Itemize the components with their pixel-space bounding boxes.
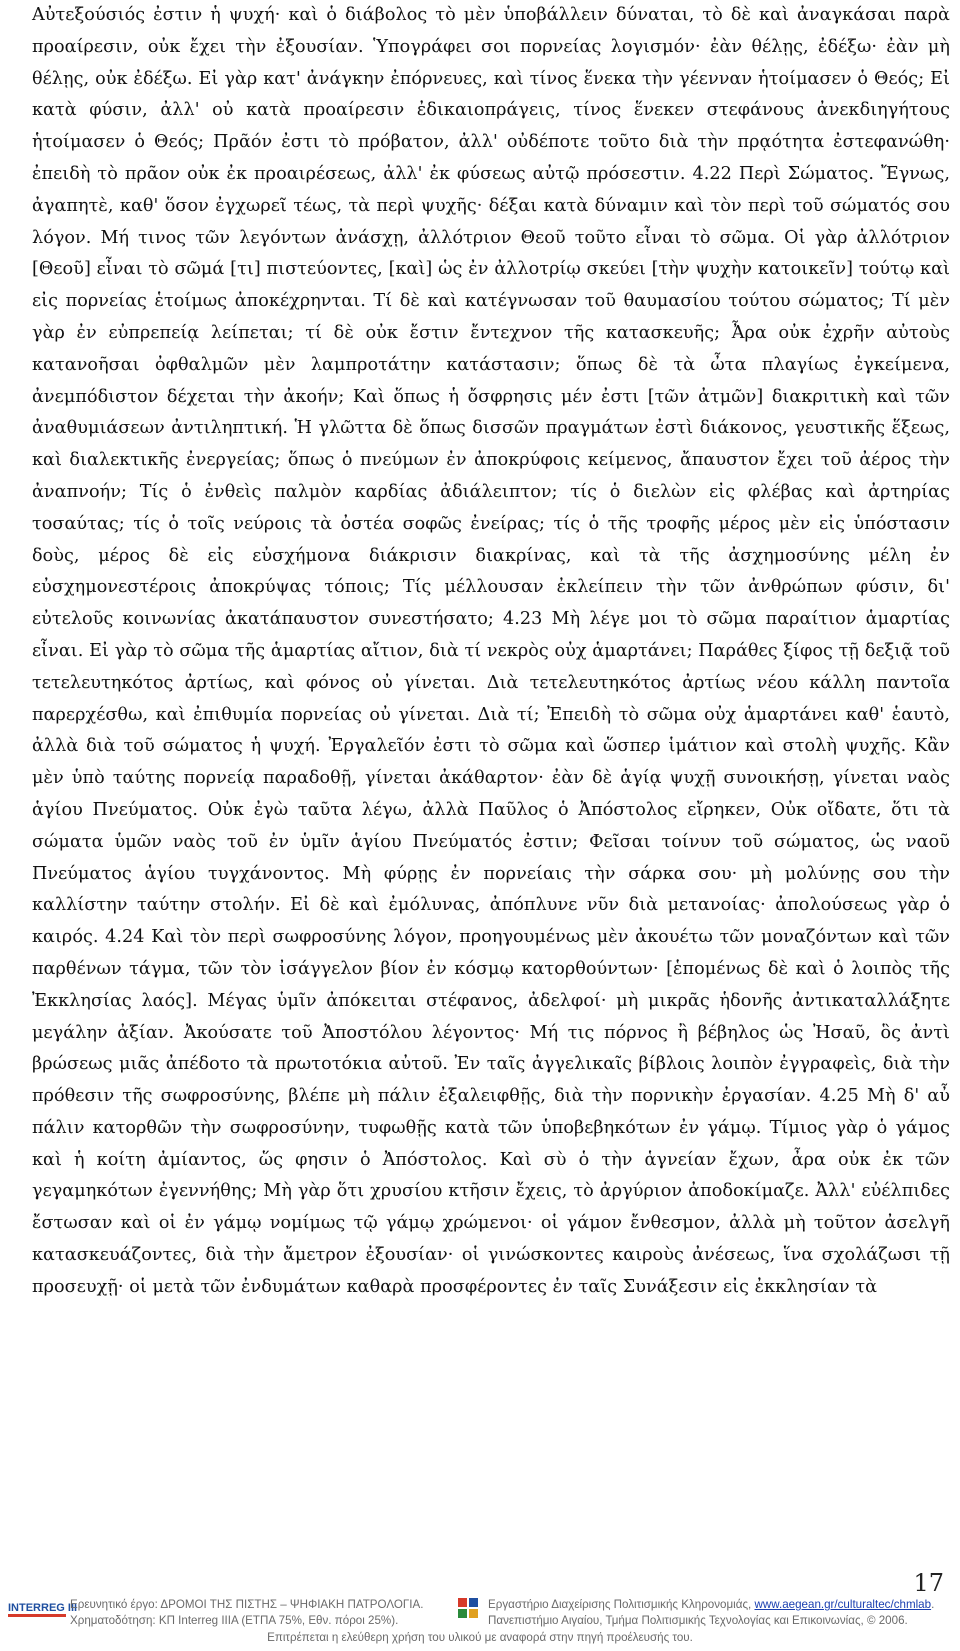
footer-lab-line <box>488 1598 934 1611</box>
footer-lab-link[interactable]: www.aegean.gr/culturaltec/chmlab <box>754 1598 932 1611</box>
footer-lab-text: Εργαστήριο Διαχείρισης Πολιτισμικής Κληρονομιάς, <box>488 1598 755 1611</box>
interreg-logo-text: INTERREG III <box>8 1602 78 1614</box>
body-paragraph: Αὐτεξούσιός ἐστιν ἡ ψυχή· καὶ ὁ διάβολος τὸ μὲν ὑποβάλλειν δύναται, τὸ δὲ καὶ ἀναγκάσαι παρὰ προαίρεσιν, οὐκ ἔχει τὴν ἐξουσίαν. Ὑπογράφει σοι πορνείας λογισμόν· ἐὰν θέλῃς, ἐδέξω· ἐὰν μὴ θέλῃς, οὐκ ἐδέξω. Εἰ γὰρ κατ' ἀνάγκην ἐπόρνευες, καὶ τίνος ἕνεκα τὴν γέενναν ἡτοίμασεν ὁ Θεός; Εἰ κατὰ φύσιν, ἀλλ' οὐ κατὰ προαίρεσιν ἐδικαιοπράγεις, τίνος ἕνεκεν στεφάνους ἀνεκδιηγήτους ἡτοίμασεν ὁ Θεός; Πρᾶόν ἐστι τὸ πρόβατον, ἀλλ' οὐδέποτε τοῦτο διὰ τὴν πρᾳότητα ἐστεφανώθη· ἐπειδὴ τὸ πρᾶον οὐκ ἐκ προαιρέσεως, ἀλλ' ἐκ φύσεως αὐτῷ πρόσεστιν. 4.22 Περὶ Σώματος. Ἔγνως, ἀγαπητὲ, καθ' ὅσον ἐγχωρεῖ τέως, τὰ περὶ ψυχῆς· δέξαι κατὰ δύναμιν καὶ τὸν περὶ τοῦ σώματός σου λόγον. Μή τινος τῶν λεγόντων ἀνάσχῃ, ἀλλότριον Θεοῦ τοῦτο εἶναι τὸ σῶμα. Οἱ γὰρ ἀλλότριον [Θεοῦ] εἶναι τὸ σῶμά [τι] πιστεύοντες, [καὶ] ὡς ἐν ἀλλοτρίῳ σκεύει [τὴν ψυχὴν κατοικεῖν] τούτῳ καὶ εἰς πορνείας ἑτοίμως ἀποκέχρηνται. Τί δὲ καὶ κατέγνωσαν τοῦ θαυμασίου τούτου σώματος; Τί μὲν γὰρ ἐν εὐπρεπείᾳ λείπεται; τί δὲ οὐκ ἔστιν ἔντεχνον τῆς κατασκευῆς; Ἆρα οὐκ ἐχρῆν αὐτοὺς κατανοῆσαι ὀφθαλμῶν μὲν λαμπροτάτην κατάστασιν; ὅπως δὲ τὰ ὦτα πλαγίως ἐγκείμενα, ἀνεμπόδιστον δέχεται τὴν ἀκοήν; Καὶ ὅπως ἡ ὄσφρησις μέν ἐστι [τῶν ἀτμῶν] διακριτικὴ καὶ τῶν ἀναθυμιάσεων ἀντιληπτική. Ἡ γλῶττα δὲ ὅπως δισσῶν πραγμάτων ἐστὶ διάκονος, γευστικῆς ἕξεως, καὶ διαλεκτικῆς ἐνεργείας; ὅπως ὁ πνεύμων ἐν ἀποκρύφοις κείμενος, ἄπαυστον ἔχει τοῦ ἀέρος τὴν ἀναπνοήν; Τίς ὁ ἐνθεὶς παλμὸν καρδίας ἀδιάλειπτον; τίς ὁ διελὼν εἰς φλέβας καὶ ἀρτηρίας τοσαύτας; τίς ὁ τοῖς νεύροις τὰ ὀστέα σοφῶς ἐνείρας; τίς ὁ τῆς τροφῆς μέρος μὲν εἰς ὑπόστασιν δοὺς, μέρος δὲ εἰς εὐσχήμονα διάκρισιν διακρίνας, καὶ τὰ τῆς ἀσχημοσύνης μέλη ἐν εὐσχημονεστέροις ἀποκρύψας τόποις; Τίς μέλλουσαν ἐκλείπειν τὴν τῶν ἀνθρώπων φύσιν, δι' εὐτελοῦς κοινωνίας ἀκατάπαυστον συνεστήσατο; 4.23 Μὴ λέγε μοι τὸ σῶμα παραίτιον ἁμαρτίας εἶναι. Εἰ γὰρ τὸ σῶμα τῆς ἁμαρτίας αἴτιον, διὰ τί νεκρὸς οὐχ ἁμαρτάνει; Παράθες ξίφος τῇ δεξιᾷ τοῦ τετελευτηκότος ἀρτίως, καὶ φόνος οὐ γίνεται. Διὰ τετελευτηκότος ἀρτίως νέου κάλλη παντοῖα παρερχέσθω, καὶ ἐπιθυμία πορνείας οὐ γίνεται. Διὰ τί; Ἐπειδὴ τὸ σῶμα οὐχ ἁμαρτάνει καθ' ἑαυτὸ, ἀλλὰ διὰ τοῦ σώματος ἡ ψυχή. Ἐργαλεῖόν ἐστι τὸ σῶμα καὶ ὥσπερ ἱμάτιον καὶ στολὴ ψυχῆς. Κἂν μὲν ὑπὸ ταύτης πορνείᾳ παραδοθῇ, γίνεται ἀκάθαρτον· ἐὰν δὲ ἁγίᾳ ψυχῇ συνοικήσῃ, γίνεται ναὸς ἁγίου Πνεύματος. Οὐκ ἐγὼ ταῦτα λέγω, ἀλλὰ Παῦλος ὁ Ἀπόστολος εἴρηκεν, Οὐκ οἴδατε, ὅτι τὰ σώματα ὑμῶν ναὸς τοῦ ἐν ὑμῖν ἁγίου Πνεύματός ἐστιν; Φεῖσαι τοίνυν τοῦ σώματος, ὡς ναοῦ Πνεύματος ἁγίου τυγχάνοντος. Μὴ φύρῃς ἐν πορνείαις τὴν σάρκα σου· μὴ μολύνῃς σου τὴν καλλίστην ταύτην στολήν. Εἰ δὲ καὶ ἐμόλυνας, ἀπόπλυνε νῦν διὰ μετανοίας· ἀπολούσεως γὰρ ὁ καιρός. 4.24 Καὶ τὸν περὶ σωφροσύνης λόγον, προηγουμένως μὲν ἀκουέτω τῶν μοναζόντων καὶ τῶν παρθένων τάγμα, τῶν τὸν ἰσάγγελον βίον ἐν κόσμῳ κατορθούντων· [ἑπομένως δὲ καὶ ὁ λοιπὸς τῆς Ἐκκλησίας λαός]. Μέγας ὑμῖν ἀπόκειται στέφανος, ἀδελφοί· μὴ μικρᾶς ἡδονῆς ἀντικαταλλάξητε μεγάλην ἀξίαν. Ἀκούσατε τοῦ Ἀποστόλου λέγοντος· Μή τις πόρνος ἢ βέβηλος ὡς Ἠσαῦ, ὃς ἀντὶ βρώσεως μιᾶς ἀπέδοτο τὰ πρωτοτόκια αὐτοῦ. Ἐν ταῖς ἀγγελικαῖς βίβλοις λοιπὸν ἐγγραφεὶς, διὰ τὴν πρόθεσιν τῆς σωφροσύνης, βλέπε μὴ πάλιν ἐξαλειφθῇς, διὰ τὴν πορνικὴν ἐργασίαν. 4.25 Μὴ δ' αὖ πάλιν κατορθῶν τὴν σωφροσύνην, τυφωθῇς κατὰ τῶν ὑποβεβηκότων ἐν γάμῳ. Τίμιος γὰρ ὁ γάμος καὶ ἡ κοίτη ἀμίαντος, ὥς φησιν ὁ Ἀπόστολος. Καὶ σὺ ὁ τὴν ἁγνείαν ἔχων, ἆρα οὐκ ἐκ τῶν γεγαμηκότων ἐγεννήθης; Μὴ γὰρ ὅτι χρυσίου κτῆσιν ἔχεις, τὸ ἀργύριον ἀποδοκίμαζε. Ἀλλ' εὐέλπιδες ἔστωσαν καὶ οἱ ἐν γάμῳ νομίμως τῷ γάμῳ χρώμενοι· οἱ γάμον ἔνθεσμον, ἀλλὰ μὴ τοῦτον ἀσελγῆ κατασκευάζοντες, διὰ τὴν ἄμετρον ἐξουσίαν· οἱ γινώσκοντες καιροὺς ἀνέσεως, ἵνα σχολάζωσι τῇ προσευχῇ· οἱ μετὰ τῶν ἐνδυμάτων καθαρὰ προσφέροντες ἐν ταῖς Συνάξεσιν εἰς ἐκκλησίαν τὰ <box>32 5 950 1297</box>
lab-logo-icon <box>458 1596 480 1624</box>
footer-university-line: Πανεπιστήμιο Αιγαίου, Τμήμα Πολιτισμικής Τεχνολογίας και Επικοινωνίας, © 2006. <box>488 1614 908 1627</box>
footer-project-line: Ερευνητικό έργο: ΔΡΟΜΟΙ ΤΗΣ ΠΙΣΤΗΣ – ΨΗΦΙΑΚΗ ΠΑΤΡΟΛΟΓΙΑ. <box>70 1598 424 1611</box>
interreg-logo-icon <box>8 1598 78 1620</box>
footer-lab-suffix: . <box>931 1598 935 1611</box>
page-number: 17 <box>913 1569 944 1597</box>
page-footer <box>0 1590 960 1651</box>
footer-license-line: Επιτρέπεται η ελεύθερη χρήση του υλικού με αναφορά στην πηγή προέλευσής του. <box>267 1631 693 1644</box>
footer-funding-line: Χρηματοδότηση: ΚΠ Interreg IIIA (ΕΤΠΑ 75%, Εθν. πόροι 25%). <box>70 1614 399 1627</box>
